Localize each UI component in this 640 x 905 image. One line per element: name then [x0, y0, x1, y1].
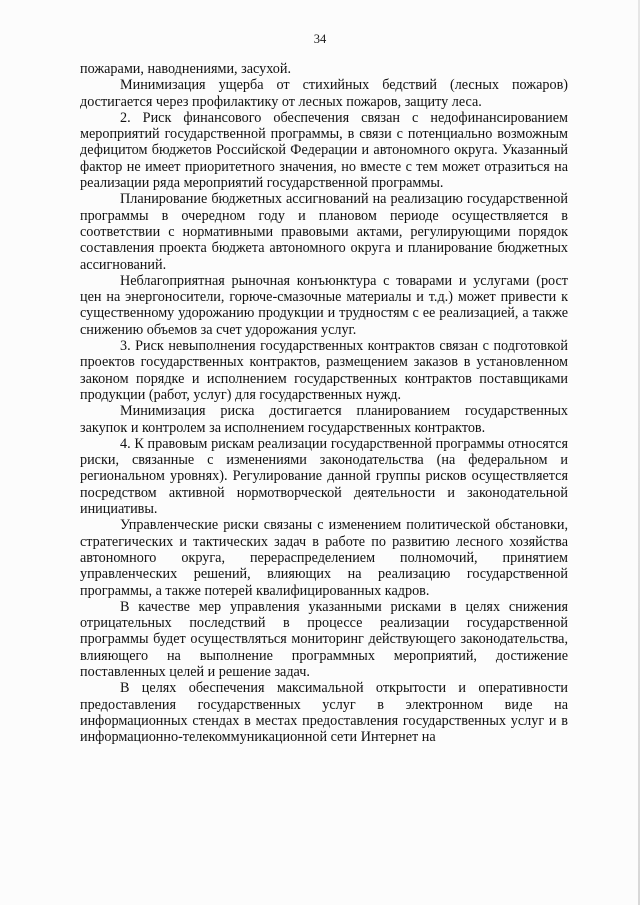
paragraph-market-conditions: Неблагоприятная рыночная конъюнктура с товарами и услугами (рост цен на энергоносители, горюче-смазочные материалы и т.д.) может привести к существенному удорожанию продукции и трудностям с ее реализацией, а также снижению объемов за счет удорожания услуг.: [80, 272, 568, 338]
paragraph-financial-risk: 2. Риск финансового обеспечения связан с недофинансированием мероприятий государственной программы, в связи с потенциально возможным дефицитом бюджетов Российской Федерации и автономного округа. Указанный фактор не имеет приоритетного значения, но вместе с тем может отразиться на реализации ряда мероприятий государственной программы.: [80, 109, 568, 192]
paragraph-management-risk: Управленческие риски связаны с изменением политической обстановки, стратегических и тактических задач в работе по развитию лесного хозяйства автономного округа, перераспределением полномочий, принятием управленческих решений, влияющих на реализацию государственной программы, а также потерей квалифицированных кадров.: [80, 517, 568, 599]
paragraph-budget-planning: Планирование бюджетных ассигнований на реализацию государственной программы в очередном году и плановом периоде осуществляется в соответствии с нормативными правовыми актами, регулирующими порядок составления проекта бюджета автономного округа и планирование бюджетных ассигнований.: [80, 191, 568, 273]
paragraph-disaster-damage-minimization: Минимизация ущерба от стихийных бедствий (лесных пожаров) достигается через профилактику от лесных пожаров, защиту леса.: [80, 77, 568, 110]
paragraph-openness: В целях обеспечения максимальной открытости и оперативности предоставления государственных услуг в электронном виде на информационных стендах в местах предоставления государственных услуг и в информационно-телекоммуникационной сети Интернет на: [80, 680, 568, 746]
paragraph-legal-risk: 4. К правовым рискам реализации государственной программы относятся риски, связанные с изменениями законодательства (на федеральном и региональном уровнях). Регулирование данной группы рисков осуществляется посредством активной нормотворческой деятельности и законодательной инициативы.: [80, 435, 568, 518]
paragraph-continuation: пожарами, наводнениями, засухой.: [80, 61, 292, 77]
paragraph-risk-management-measures: В качестве мер управления указанными рисками в целях снижения отрицательных последствий в процессе реализации государственной программы будет осуществляться мониторинг действующего законодательства, влияющего на выполнение программных мероприятий, достижение поставленных целей и решение задач.: [80, 598, 568, 680]
document-body: [80, 61, 568, 745]
paragraph-contract-risk-minimization: Минимизация риска достигается планированием государственных закупок и контролем за исполнением государственных контрактов.: [80, 403, 568, 436]
paragraph-contract-risk: 3. Риск невыполнения государственных контрактов связан с подготовкой проектов государственных контрактов, размещением заказов в установленном законом порядке и исполнением государственных контрактов поставщиками продукции (работ, услуг) для государственных нужд.: [80, 338, 568, 403]
page-number: 34: [313, 32, 327, 46]
